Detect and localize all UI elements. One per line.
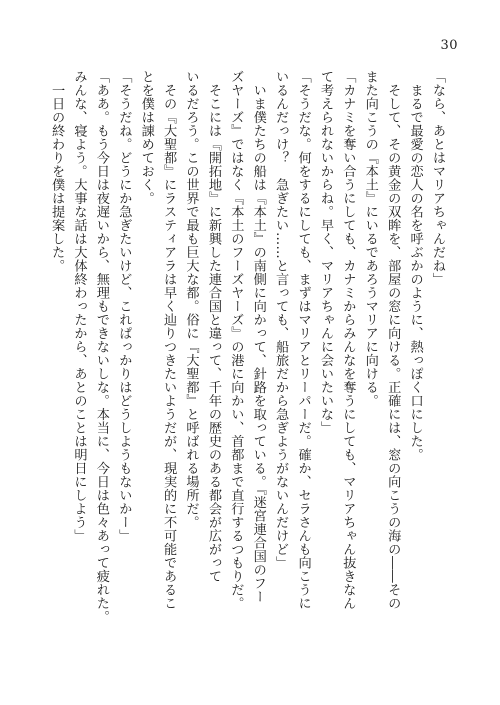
text-line: いるだろう。この世界で最も巨大な都。俗に『大聖都』と呼ばれる場所だ。 [183,70,199,529]
text-line: ズヤーズ』ではなく『本土のフーズヤーズ』の港に向かい、首都まで直行するつもりだ。 [228,70,244,610]
text-line: そして、その黄金の双眸を、部屋の窓に向ける。正確には、窓の向こうの海の――その [385,70,401,610]
page-number: 30 [440,38,458,53]
body-text [28,70,448,660]
text-line: みんな、寝よう。大事な話は大体終わったから、あとのことは明日にしよう」 [71,70,87,543]
text-line: とを僕は諌めておく。 [138,70,154,205]
text-line: 「ああ。もう今日は夜遅いから、無理もできないしな。本当に、今日は色々あって疲れた。 [93,70,109,624]
text-line: いま僕たちの船は『本土』の南側に向かって、針路を取っている。『迷宮連合国のフー [250,70,266,604]
text-line: 「カナミを奪い合うにしても、カナミからみんなを奪うにしても、マリアちゃん抜きなん [340,70,356,610]
text-line: そこには『開拓地』に新興した連合国と違って、千年の歴史のある都会が広がって [205,70,221,583]
text-line: いるんだっけ？ 急ぎたい……と言っても、船旅だから急ぎようがないんだけど」 [273,70,289,570]
text-line: まるで最愛の恋人の名を呼ぶかのように、熱っぽく口にした。 [407,70,423,462]
text-line: 「そうだな。何をするにしても、まずはマリアとリーパーだ。確か、セラさんも向こうに [295,70,311,610]
text-line: て考えられないからね。早く、マリアちゃんに会いたいな」 [317,70,333,435]
text-line: 「そうだね。どうにか急ぎたいけど、これぱっかりはどうしようもないかー」 [116,70,132,543]
text-line: 「なら、あとはマリアちゃんだね」 [430,70,445,286]
text-line: 一日の終わりを僕は提案した。 [49,70,65,273]
text-line: また向こうの『本土』にいるであろうマリアに向ける。 [362,70,378,408]
text-line: その『大聖都』にラスティアラは早く辿りつきたいようだが、現実的に不可能であるこ [161,70,177,610]
